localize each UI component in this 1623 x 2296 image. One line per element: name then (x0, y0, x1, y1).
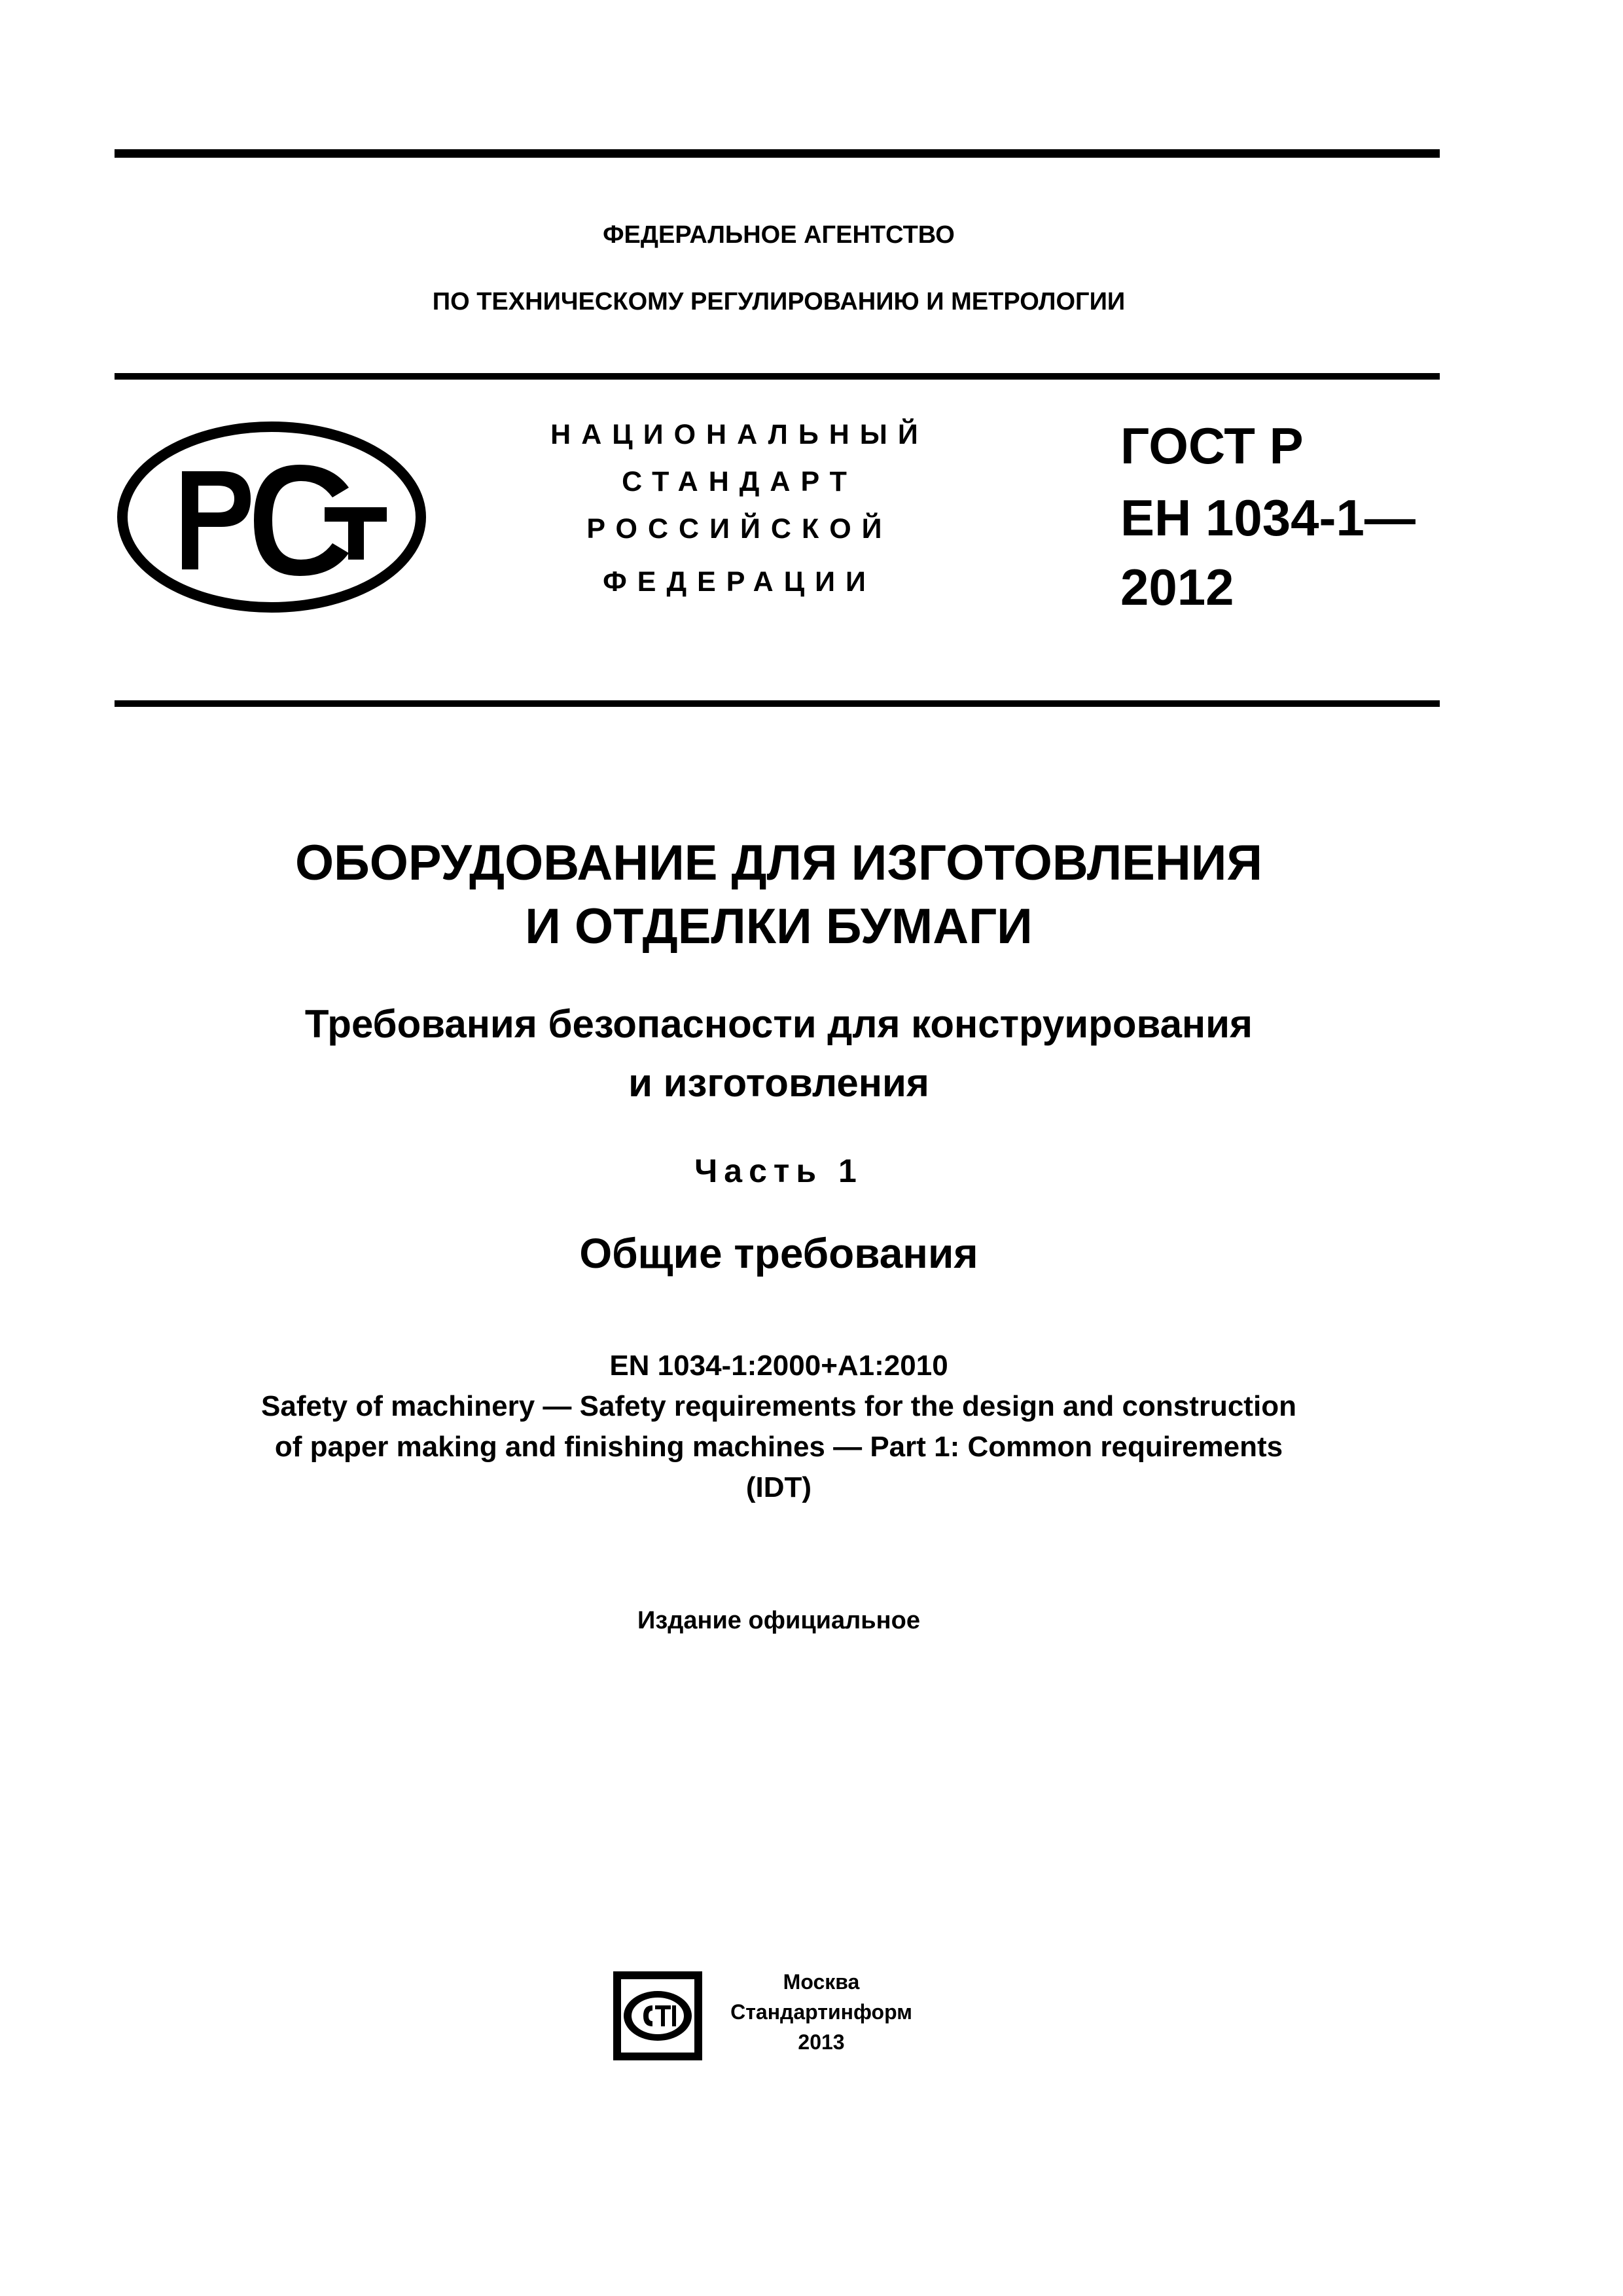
pct-logo-icon (116, 419, 427, 615)
national-line-4: ФЕДЕРАЦИИ (603, 566, 876, 598)
official-edition: Издание официальное (637, 1607, 920, 1634)
en-reference-line-3: of paper making and finishing machines — Part 1: Common requirements (274, 1431, 1283, 1463)
publisher-name: Стандартинформ (730, 2000, 912, 2024)
title-line-1: ОБОРУДОВАНИЕ ДЛЯ ИЗГОТОВЛЕНИЯ (295, 835, 1262, 891)
en-reference-line-2: Safety of machinery — Safety requirements for the design and construction (261, 1390, 1296, 1422)
header-rule (115, 373, 1440, 380)
part-title: Общие требования (579, 1230, 978, 1277)
top-rule (115, 149, 1440, 158)
publisher-year: 2013 (798, 2030, 845, 2054)
gost-line-3: 2012 (1120, 558, 1234, 616)
national-line-2: СТАНДАРТ (622, 466, 857, 497)
agency-line-1: ФЕДЕРАЛЬНОЕ АГЕНТСТВО (603, 221, 955, 249)
subtitle-line-2: и изготовления (628, 1061, 929, 1105)
subtitle-line-1: Требования безопасности для конструирования (304, 1002, 1253, 1046)
gost-line-1: ГОСТ Р (1120, 417, 1304, 475)
part-number: Часть 1 (694, 1153, 863, 1189)
standartinform-logo-icon (612, 1970, 704, 2062)
en-reference-line-4: (IDT) (745, 1471, 812, 1503)
national-line-3: РОССИЙСКОЙ (586, 513, 893, 545)
en-reference-line-1: EN 1034-1:2000+A1:2010 (609, 1350, 948, 1382)
agency-line-2: ПО ТЕХНИЧЕСКОМУ РЕГУЛИРОВАНИЮ И МЕТРОЛОГИИ (432, 288, 1126, 315)
gost-line-2: ЕН 1034-1— (1120, 489, 1416, 547)
title-line-2: И ОТДЕЛКИ БУМАГИ (525, 899, 1033, 954)
block-rule (115, 700, 1440, 707)
national-line-1: НАЦИОНАЛЬНЫЙ (550, 419, 929, 450)
publisher-city: Москва (783, 1970, 860, 1994)
